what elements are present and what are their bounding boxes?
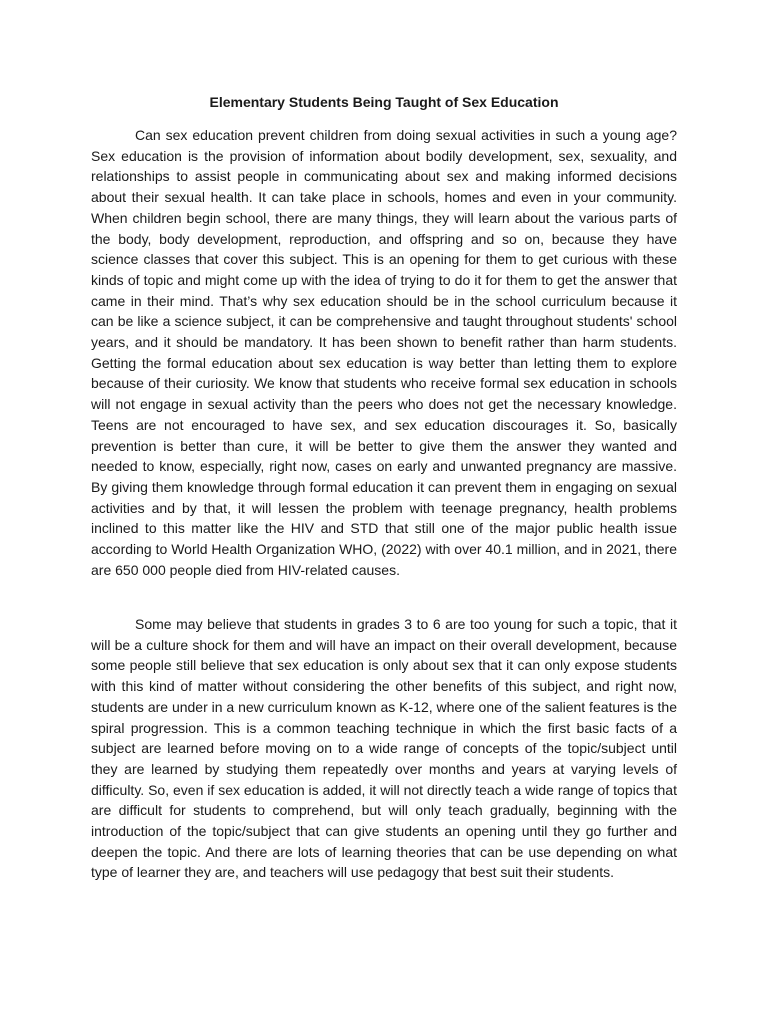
document-title: Elementary Students Being Taught of Sex Education [209, 94, 559, 110]
body-paragraph-2: Some may believe that students in grades 3 to 6 are too young for such a topic, that it will be a culture shock for them and will have an impact on their overall development, because some people still believe that sex education is only about sex that it can only expose students with this kind of matter without considering the other benefits of this subject, and right now, students are under in a new curriculum known as K-12, where one of the salient features is the spiral progression. This is a common teaching technique in which the first basic facts of a subject are learned before moving on to a wide range of concepts of the topic/subject until they are learned by studying them repeatedly over months and years at varying levels of difficulty. So, even if sex education is added, it will not directly teach a wide range of topics that are difficult for students to comprehend, but will only teach gradually, beginning with the introduction of the topic/subject that can give students an opening until they go further and deepen the topic. And there are lots of learning theories that can be use depending on what type of learner they are, and teachers will use pedagogy that best suit their students. [91, 616, 677, 881]
body-paragraph-1: Can sex education prevent children from doing sexual activities in such a young age? Sex education is the provision of information about bodily development, sex, sexuality, and relationships to assist people in communicating about sex and making informed decisions about their sexual health. It can take place in schools, homes and even in your community. When children begin school, there are many things, they will learn about the various parts of the body, body development, reproduction, and offspring and so on, because they have science classes that cover this subject. This is an opening for them to get curious with these kinds of topic and might come up with the idea of trying to do it for them to get the answer that came in their mind. That’s why sex education should be in the school curriculum because it can be like a science subject, it can be comprehensive and taught throughout students' school years, and it should be mandatory. It has been shown to benefit rather than harm students. Getting the formal education about sex education is way better than letting them to explore because of their curiosity. We know that students who receive formal sex education in schools will not engage in sexual activity than the peers who does not get the necessary knowledge. Teens are not encouraged to have sex, and sex education discourages it. So, basically prevention is better than cure, it will be better to give them the answer they wanted and needed to know, especially, right now, cases on early and unwanted pregnancy are massive. By giving them knowledge through formal education it can prevent them in engaging on sexual activities and by that, it will lessen the problem with teenage pregnancy, health problems inclined to this matter like the HIV and STD that still one of the major public health issue according to World Health Organization WHO, (2022) with over 40.1 million, and in 2021, there are 650 000 people died from HIV-related causes. [91, 127, 677, 578]
